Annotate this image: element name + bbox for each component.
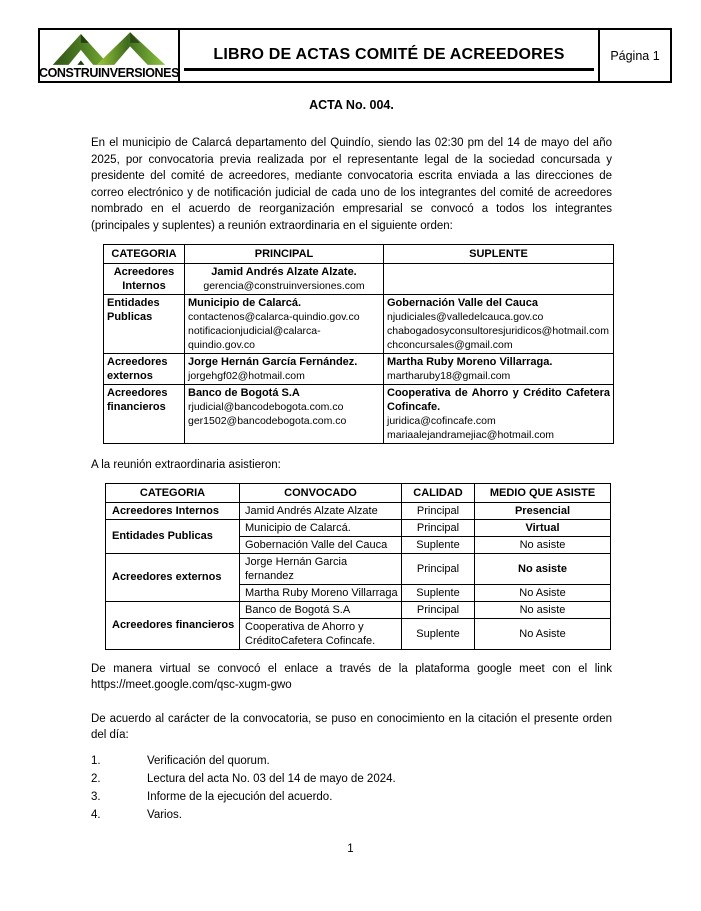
calidad-cell: Suplente — [402, 618, 475, 649]
medio-cell: Presencial — [475, 502, 611, 519]
creditor-name: Municipio de Calarcá. — [188, 297, 302, 309]
convocado-cell: Gobernación Valle del Cauca — [240, 536, 402, 553]
agenda-list — [91, 752, 612, 824]
virtual-link-paragraph: De manera virtual se convocó el enlace a través de la plataforma google meet con el link https://meet.google.com/qsc-xugm-gwo — [91, 662, 612, 691]
col-header-principal: PRINCIPAL — [185, 245, 384, 264]
acta-number-heading: ACTA No. 004. — [309, 98, 394, 112]
table-row — [106, 601, 611, 618]
convocado-cell: Banco de Bogotá S.A — [240, 601, 402, 618]
convocado-cell: Jorge Hernán Garcia fernandez — [240, 553, 402, 584]
creditor-email: chabogadosyconsultoresjuridicos@hotmail.com chconcursales@gmail.com — [387, 325, 609, 351]
agenda-item — [91, 752, 612, 770]
table-row — [104, 354, 614, 385]
convocados-table — [103, 244, 614, 444]
table-row — [104, 295, 614, 354]
document-title: LIBRO DE ACTAS COMITÉ DE ACREEDORES — [213, 46, 565, 63]
calidad-cell: Suplente — [402, 536, 475, 553]
header-title-cell — [180, 30, 600, 81]
table-row — [104, 264, 614, 295]
convocado-cell: Jamid Andrés Alzate Alzate — [240, 502, 402, 519]
table-row — [106, 519, 611, 536]
categoria-cell: Acreedores externos — [104, 354, 185, 385]
calidad-cell: Principal — [402, 502, 475, 519]
creditor-email: mariaalejandramejiac@hotmail.com — [387, 429, 555, 441]
categoria-cell: Acreedores Internos — [106, 502, 240, 519]
intro-paragraph: En el municipio de Calarcá departamento del Quindío, siendo las 02:30 pm del 14 de mayo del año 2025, por convocatoria previa realizada por el representante legal de la sociedad concursada y presidente del comité de acreedores, mediante convocatoria escrita enviada a las direcciones de correo electrónico y de notificación judicial de cada uno de los integrantes del comité de acreedores nombrado en el acuerdo de reorganización empresarial se convocó a todos los integrantes (principales y suplentes) a reunión extraordinaria en el siguiente orden: — [91, 137, 612, 232]
suplente-cell — [384, 264, 614, 295]
convocado-cell: Cooperativa de Ahorro y CréditoCafetera Cofincafe. — [240, 618, 402, 649]
creditor-name: Cooperativa de Ahorro y Crédito Cafetera Cofincafe. — [387, 387, 610, 413]
creditor-email: ger1502@bancodebogota.com.co — [188, 415, 347, 427]
calidad-cell: Principal — [402, 519, 475, 536]
agenda-item — [91, 806, 612, 824]
creditor-name: Jamid Andrés Alzate Alzate. — [211, 266, 357, 278]
col-header-categoria: CATEGORIA — [104, 245, 185, 264]
calidad-cell: Principal — [402, 553, 475, 584]
creditor-email: jorgehgf02@hotmail.com — [188, 370, 305, 382]
agenda-item-text: Lectura del acta No. 03 del 14 de mayo de 2024. — [147, 772, 396, 785]
principal-cell — [185, 264, 384, 295]
categoria-cell: Acreedores financieros — [106, 601, 240, 649]
categoria-cell: Entidades Publicas — [106, 519, 240, 553]
document-header — [38, 28, 672, 83]
medio-cell: No Asiste — [475, 584, 611, 601]
agenda-item-text: Verificación del quorum. — [147, 754, 270, 767]
agenda-item — [91, 788, 612, 806]
medio-cell: No asiste — [475, 601, 611, 618]
agenda-item-text: Informe de la ejecución del acuerdo. — [147, 790, 333, 803]
creditor-name: Banco de Bogotá S.A — [188, 387, 300, 399]
col-header-categoria: CATEGORIA — [106, 483, 240, 502]
agenda-item-number: 4. — [91, 808, 101, 821]
creditor-email: contactenos@calarca-quindio.gov.co — [188, 311, 360, 323]
col-header-convocado: CONVOCADO — [240, 483, 402, 502]
creditor-email: njudiciales@valledelcauca.gov.co — [387, 311, 544, 323]
principal-cell — [185, 385, 384, 444]
page-indicator: Página 1 — [610, 48, 660, 63]
suplente-cell — [384, 295, 614, 354]
logo-text: CONSTRUINVERSIONES — [38, 66, 180, 80]
asistentes-table — [105, 483, 611, 650]
document-body — [0, 83, 701, 824]
table-header-row — [104, 245, 614, 264]
medio-cell: No Asiste — [475, 618, 611, 649]
agenda-item-number: 1. — [91, 754, 101, 767]
agenda-item-number: 3. — [91, 790, 101, 803]
categoria-cell: Entidades Publicas — [104, 295, 185, 354]
creditor-name: Jorge Hernán García Fernández. — [188, 356, 358, 368]
col-header-medio: MEDIO QUE ASISTE — [475, 483, 611, 502]
convocado-cell: Martha Ruby Moreno Villarraga — [240, 584, 402, 601]
categoria-cell: Acreedores financieros — [104, 385, 185, 444]
footer-page-number: 1 — [347, 843, 354, 855]
medio-cell: No asiste — [475, 553, 611, 584]
creditor-name: Martha Ruby Moreno Villarraga. — [387, 356, 553, 368]
company-logo — [40, 30, 180, 81]
suplente-cell — [384, 385, 614, 444]
title-underline — [184, 68, 594, 71]
agenda-item — [91, 770, 612, 788]
col-header-suplente: SUPLENTE — [384, 245, 614, 264]
agenda-item-text: Varios. — [147, 808, 182, 821]
creditor-email: rjudicial@bancodebogota.com.co — [188, 401, 344, 413]
table-row — [106, 502, 611, 519]
medio-cell: No asiste — [475, 536, 611, 553]
agenda-item-number: 2. — [91, 772, 101, 785]
creditor-name: Gobernación Valle del Cauca — [387, 297, 538, 309]
principal-cell — [185, 295, 384, 354]
attendees-intro: A la reunión extraordinaria asistieron: — [91, 459, 281, 471]
table-row — [106, 553, 611, 584]
construinversiones-mountains-icon — [51, 31, 167, 67]
convocado-cell: Municipio de Calarcá. — [240, 519, 402, 536]
agenda-intro-paragraph: De acuerdo al carácter de la convocatoria, se puso en conocimiento en la citación el presente orden del día: — [91, 712, 612, 741]
principal-cell — [185, 354, 384, 385]
creditor-email: gerencia@construinversiones.com — [203, 280, 365, 292]
calidad-cell: Suplente — [402, 584, 475, 601]
suplente-cell — [384, 354, 614, 385]
col-header-calidad: CALIDAD — [402, 483, 475, 502]
categoria-cell: Acreedores Internos — [104, 264, 185, 295]
creditor-email: juridica@cofincafe.com — [387, 415, 496, 427]
categoria-cell: Acreedores externos — [106, 553, 240, 601]
creditor-email: notificacionjudicial@calarca-quindio.gov.co — [188, 325, 321, 351]
calidad-cell: Principal — [402, 601, 475, 618]
table-header-row — [106, 483, 611, 502]
table-row — [104, 385, 614, 444]
creditor-email: martharuby18@gmail.com — [387, 370, 511, 382]
medio-cell: Virtual — [475, 519, 611, 536]
